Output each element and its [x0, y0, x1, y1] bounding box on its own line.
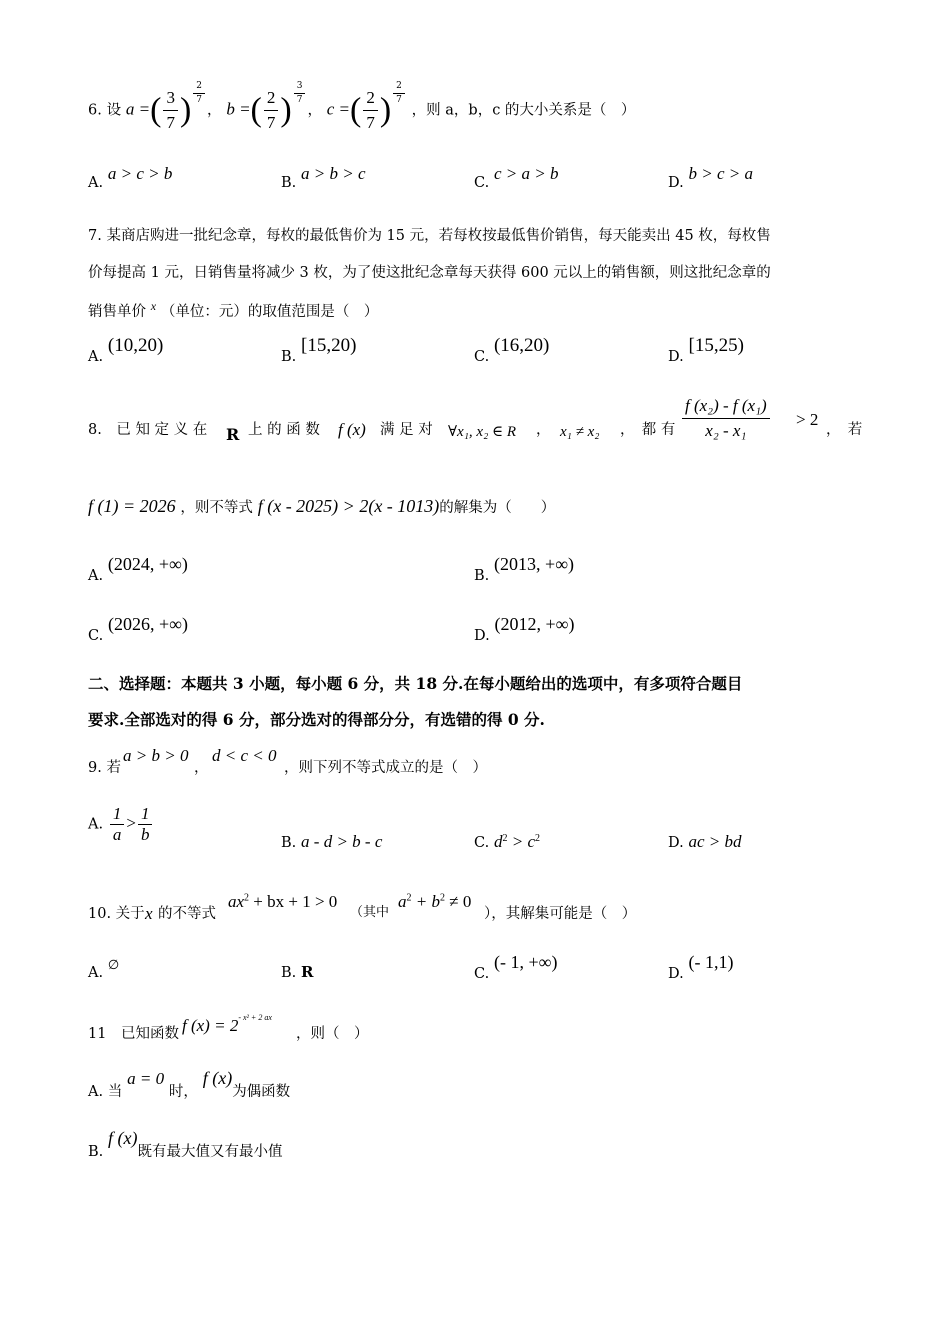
q10-option-a[interactable]: A. ∅: [88, 957, 120, 981]
q11-function: f $(x) = 2^{- x^2 + 2 ax}$: [182, 1013, 272, 1035]
q6-a-rparen: ): [179, 91, 192, 129]
q9-option-c[interactable]: C. $d^2 > c^2$: [474, 832, 540, 851]
q10-inequality: $ax^2$ + bx + 1 > 0: [228, 892, 338, 911]
q7-line-3: 销售单价 $^x$ （单位：元）的取值范围是（ ）: [88, 299, 379, 320]
q9-option-b[interactable]: B. a - d > b - c: [281, 832, 383, 851]
q6-option-c[interactable]: C. c > a > b: [474, 164, 559, 191]
q6-c-exp: 2 7: [391, 89, 407, 99]
section-2-heading-line-1: 二、选择题：本题共 3 小题，每小题 6 分，共 18 分.在每小题给出的选项中，有多项符合题目: [88, 674, 743, 693]
question-6: 6. 设 a =( $\frac{3}{7}$ ) $^{\frac{2}{7}}$ ， b =( $\frac{2}{7}$ ) $^{\frac{3}{7}}$ ， c =( $\frac{2}{7}$ ) $^{\frac{2}{7}}$ ，则 a，b，c 的大小关系是（ ）: [88, 86, 862, 142]
q7-line-1: 7. 某商店购进一批纪念章，每枚的最低售价为 15 元，若每枚按最低售价销售，每天能卖出 45 枚，每枚售: [88, 228, 771, 244]
q8-difference-quotient: $\frac{\text{f (x₂) - f (x₁)}}{\text{x₂ - x₁}}$: [682, 394, 770, 443]
q6-tail: ，则 a，b，c 的大小关系是（ ）: [411, 102, 636, 119]
q9-option-d[interactable]: D. ac > bd: [668, 832, 742, 851]
q6-a-lhs: a =: [125, 99, 151, 119]
q10-option-c[interactable]: C. (- 1, +∞): [474, 952, 558, 982]
q9-option-a[interactable]: A. $\frac{1}{a}$ > $\frac{1}{b}$: [88, 804, 154, 845]
q6-c-lhs: c =: [326, 99, 350, 119]
q8-option-b[interactable]: B. (2013, +∞): [474, 554, 575, 584]
q7-option-d[interactable]: D. [15,25): [668, 335, 744, 365]
question-10: 10. 关于 x 的不等式 $ax^2$ + bx + 1 > 0 （其中 $a^2 + b^2 \ne 0$ ），其解集可能是（ ）: [88, 892, 637, 923]
q6-option-d[interactable]: D. b > c > a: [668, 164, 753, 191]
question-11: 11 已知函数 f $(x) = 2^{- x^2 + 2 ax}$ ，则（ ）: [88, 1013, 369, 1042]
q6-a-lparen: (: [150, 91, 162, 129]
q6-a-frac: $\frac{3}{7}$: [163, 86, 178, 135]
q6-lead: 设: [106, 102, 122, 119]
q7-option-b[interactable]: B. [15,20): [281, 335, 357, 365]
q8-line-1: 8. 已 知 定 义 在 R 上 的 函 数 f (x) 满 足 对 ∀x₁, x₂ ∈ R ， x₁ ≠ x₂ ， 都 有 $\frac{\text{f (x₂) - f (x₁)}}{\text{x₂ - x₁}}$ > 2 ， 若: [88, 394, 862, 456]
q8-line-2: f (1) = 2026 ，则不等式 f (x - 2025) > 2(x - 1013)的解集为（ ）: [88, 496, 556, 516]
q10-condition: $a^2 + b^2 \ne 0$: [398, 892, 472, 911]
question-9: 9. 若 a > b > 0 ， d < c < 0 ，则下列不等式成立的是（ ）: [88, 746, 487, 776]
q6-b-lhs: b =: [226, 99, 251, 119]
q10-option-d[interactable]: D. (- 1,1): [668, 952, 734, 982]
q6-b-frac: $\frac{2}{7}$: [264, 86, 279, 135]
q6-a-exp: 2 7: [191, 89, 207, 99]
q7-option-c[interactable]: C. (16,20): [474, 335, 550, 365]
q7-option-a[interactable]: A. (10,20): [88, 335, 164, 365]
real-set-symbol: R: [226, 425, 240, 444]
q8-option-a[interactable]: A. (2024, +∞): [88, 554, 188, 584]
q11-option-b[interactable]: B. f (x)既有最大值又有最小值: [88, 1128, 283, 1160]
q6-b-exp: 3 7: [292, 89, 308, 99]
q8-option-c[interactable]: C. (2026, +∞): [88, 614, 188, 644]
section-2-heading-line-2: 要求.全部选对的得 6 分，部分选对的得部分分，有选错的得 0 分.: [88, 710, 545, 729]
q6-number: 6.: [88, 102, 102, 119]
q7-line-2: 价每提高 1 元，日销售量将减少 3 枚，为了使这批纪念章每天获得 600 元以上的销售额，则这批纪念章的: [88, 265, 771, 281]
q6-option-a[interactable]: A. a > c > b: [88, 164, 173, 191]
q6-option-b[interactable]: B. a > b > c: [281, 164, 366, 191]
q8-option-d[interactable]: D. (2012, +∞): [474, 614, 575, 644]
q11-option-a[interactable]: A. 当 a = 0 时， f (x)为偶函数: [88, 1068, 291, 1100]
q10-option-b[interactable]: B. R: [281, 963, 314, 981]
q6-c-frac: $\frac{2}{7}$: [363, 86, 378, 135]
